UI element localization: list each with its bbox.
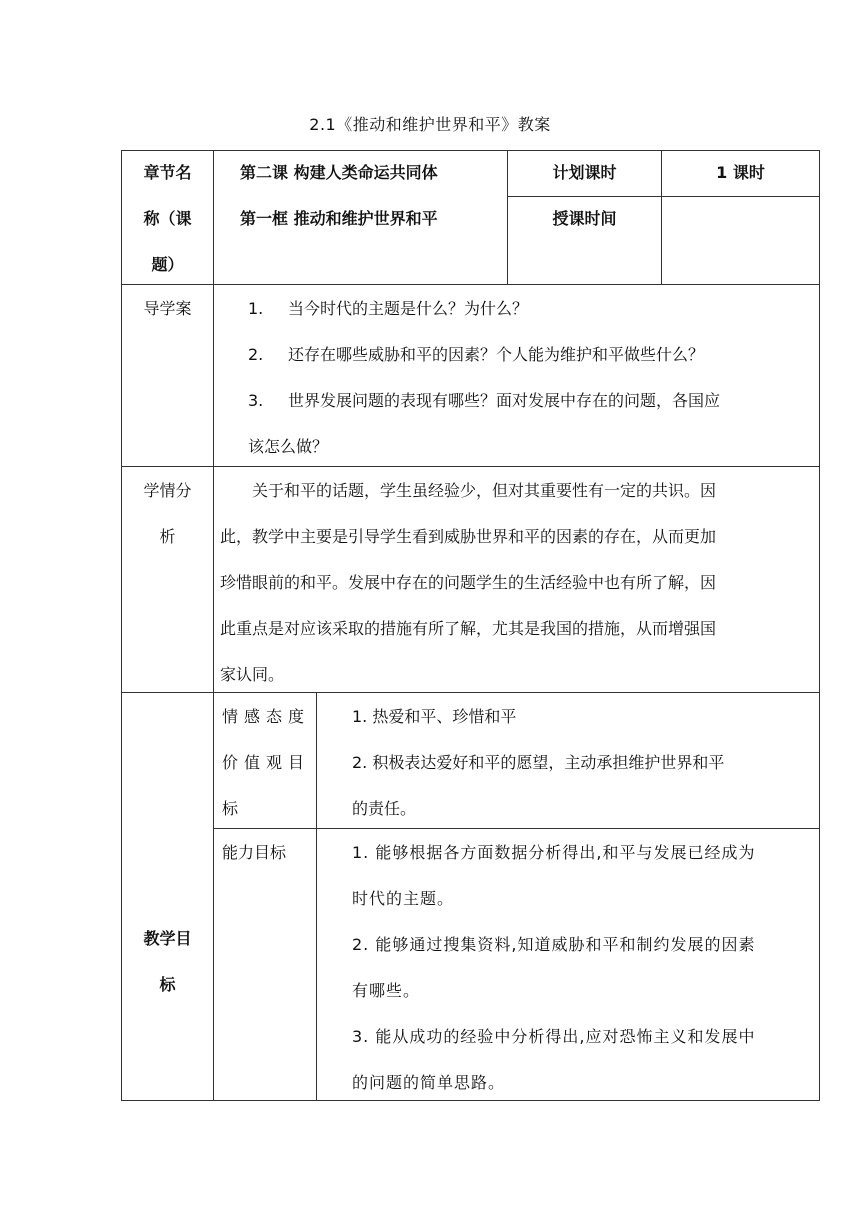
analysis-label-line-1: 学情分: [143, 481, 192, 500]
analysis-content: [220, 468, 812, 698]
guide-item-2: 2. 还存在哪些威胁和平的因素？个人能为维护和平做些什么？: [248, 345, 705, 364]
analysis-line-1: 关于和平的话题，学生虽经验少，但对其重要性有一定的共识。因: [252, 481, 717, 500]
planned-hours-label: 计划课时: [552, 163, 617, 182]
analysis-line-4: 此重点是对应该采取的措施有所了解，尤其是我国的措施，从而增强国: [220, 619, 717, 638]
guide-item-3: 3. 世界发展问题的表现有哪些？面对发展中存在的问题，各国应: [248, 391, 721, 410]
document-title: 2.1《推动和维护世界和平》教案: [309, 115, 551, 134]
emotion-goal-label-line-3: 标: [222, 799, 239, 818]
emotion-goal-label: [222, 694, 312, 832]
emotion-goal-line-1: 1. 热爱和平、珍惜和平: [352, 707, 517, 726]
lesson-title-line-1: 第二课 构建人类命运共同体: [240, 163, 438, 182]
ability-goal-line-3: 2. 能够通过搜集资料,知道威胁和平和制约发展的因素: [352, 935, 756, 954]
chapter-name-label-line-1: 章节名: [143, 163, 192, 182]
emotion-goal-line-3: 的责任。: [352, 799, 417, 818]
chapter-name-label-line-2: 称（课: [143, 209, 192, 228]
chapter-name-label-line-3: 题）: [151, 255, 184, 274]
emotion-goal-label-line-2: 价值观目: [222, 753, 311, 772]
analysis-label: [122, 468, 213, 560]
emotion-goal-line-2: 2. 积极表达爱好和平的愿望，主动承担维护世界和平: [352, 753, 725, 772]
ability-goal-line-6: 的问题的简单思路。: [352, 1073, 506, 1092]
emotion-goal-content: [352, 694, 814, 832]
guide-content: [248, 286, 810, 470]
analysis-line-5: 家认同。: [220, 665, 285, 684]
ability-goal-line-4: 有哪些。: [352, 981, 421, 1000]
teaching-time-label: 授课时间: [552, 209, 617, 228]
lesson-title-line-2: 第一框 推动和维护世界和平: [240, 209, 438, 228]
emotion-goal-label-line-1: 情感态度: [222, 707, 311, 726]
ability-goal-line-2: 时代的主题。: [352, 889, 455, 908]
analysis-line-3: 珍惜眼前的和平。发展中存在的问题学生的生活经验中也有所了解，因: [220, 573, 717, 592]
teaching-goals-label-line-1: 教学目: [143, 929, 192, 948]
teaching-goals-label-line-2: 标: [159, 975, 176, 994]
ability-goal-content: [352, 830, 814, 1106]
guide-item-1: 1. 当今时代的主题是什么？为什么？: [248, 299, 529, 318]
ability-goal-label: 能力目标: [222, 843, 287, 862]
analysis-label-line-2: 析: [159, 527, 176, 546]
guide-label: 导学案: [143, 299, 192, 318]
ability-goal-line-5: 3. 能从成功的经验中分析得出,应对恐怖主义和发展中: [352, 1027, 756, 1046]
teaching-goals-label: [122, 916, 213, 1008]
ability-goal-line-1: 1. 能够根据各方面数据分析得出,和平与发展已经成为: [352, 843, 756, 862]
lesson-title: [240, 150, 505, 242]
guide-item-3-continuation: 该怎么做？: [248, 437, 329, 456]
chapter-name-label: [122, 150, 213, 288]
planned-hours-value: 1 课时: [716, 163, 765, 182]
analysis-line-2: 此，教学中主要是引导学生看到威胁世界和平的因素的存在，从而更加: [220, 527, 717, 546]
